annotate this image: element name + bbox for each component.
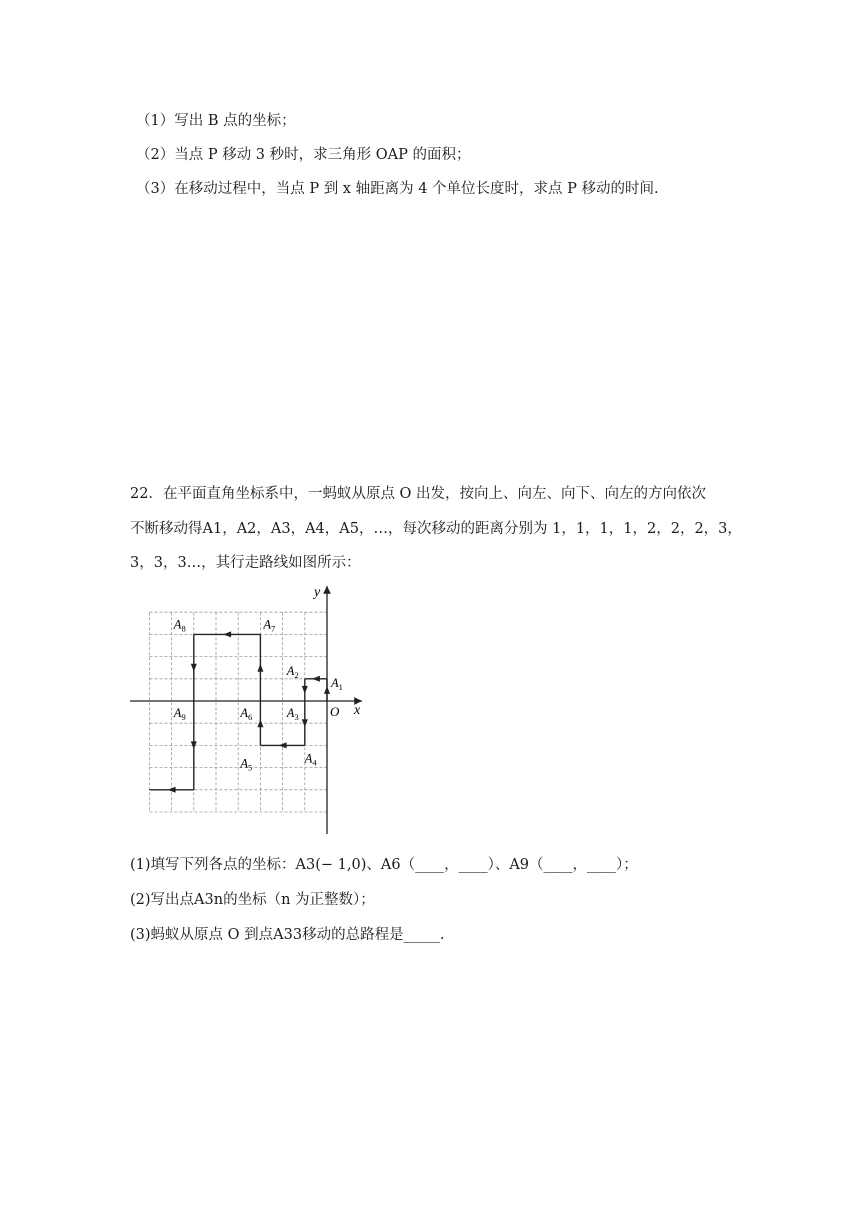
point-label: $A_6$ xyxy=(240,706,253,722)
question-1 xyxy=(130,855,638,875)
path-arrow xyxy=(312,676,320,682)
point-label: $A_7$ xyxy=(263,617,276,634)
path-arrow xyxy=(223,631,231,637)
part1-q2: （2）当点 P 移动 3 秒时，求三角形 OAP 的面积； xyxy=(136,147,471,163)
path-arrow xyxy=(324,686,330,694)
ant-path-figure xyxy=(130,582,370,840)
path-arrow xyxy=(191,664,197,672)
point-labels xyxy=(173,617,343,772)
part1-q1: （1）写出 B 点的坐标； xyxy=(136,113,296,129)
question-3: (3)蚂蚁从原点 O 到点A33移动的总路程是_____. xyxy=(130,927,445,943)
point-label: $A_4$ xyxy=(304,751,317,768)
path-arrow xyxy=(257,719,263,727)
point-label: $A_3$ xyxy=(286,706,299,722)
problem22-line2 xyxy=(130,519,742,539)
origin-label: O xyxy=(330,704,340,719)
path-arrow xyxy=(257,664,263,672)
point-label: $A_5$ xyxy=(240,756,253,773)
path-arrow xyxy=(302,686,308,694)
problem22-points-sequence: A1，A2，A3，A4，A5，…， xyxy=(202,521,403,537)
problem22-line2-suffix: 每次移动的距离分别为 1，1，1，1，2，2，2，3， xyxy=(402,521,742,537)
question-2: (2)写出点A3n的坐标（n 为正整数）； xyxy=(130,892,375,908)
point-label: $A_9$ xyxy=(173,706,186,722)
question-1-prefix: (1)填写下列各点的坐标： xyxy=(130,857,296,873)
x-axis-label: x xyxy=(354,703,361,718)
problem22-line1: 22．在平面直角坐标系中，一蚂蚁从原点 O 出发，按向上、向左、向下、向左的方向依次 xyxy=(130,486,707,502)
point-label: $A_2$ xyxy=(286,663,299,680)
point-label: $A_8$ xyxy=(173,617,186,634)
problem22-line2-prefix: 不断移动得 xyxy=(130,521,203,537)
point-label: $A_1$ xyxy=(331,675,343,692)
problem22-line3: 3，3，3…，其行走路线如图所示： xyxy=(130,555,361,571)
y-axis-label: y xyxy=(314,585,321,600)
part1-q3: （3）在移动过程中，当点 P 到 x 轴距离为 4 个单位长度时，求点 P 移动的时间. xyxy=(136,181,659,197)
question-1-coordinates: A3(− 1,0)、A6（____，____）、A9（____，____）； xyxy=(295,857,638,873)
